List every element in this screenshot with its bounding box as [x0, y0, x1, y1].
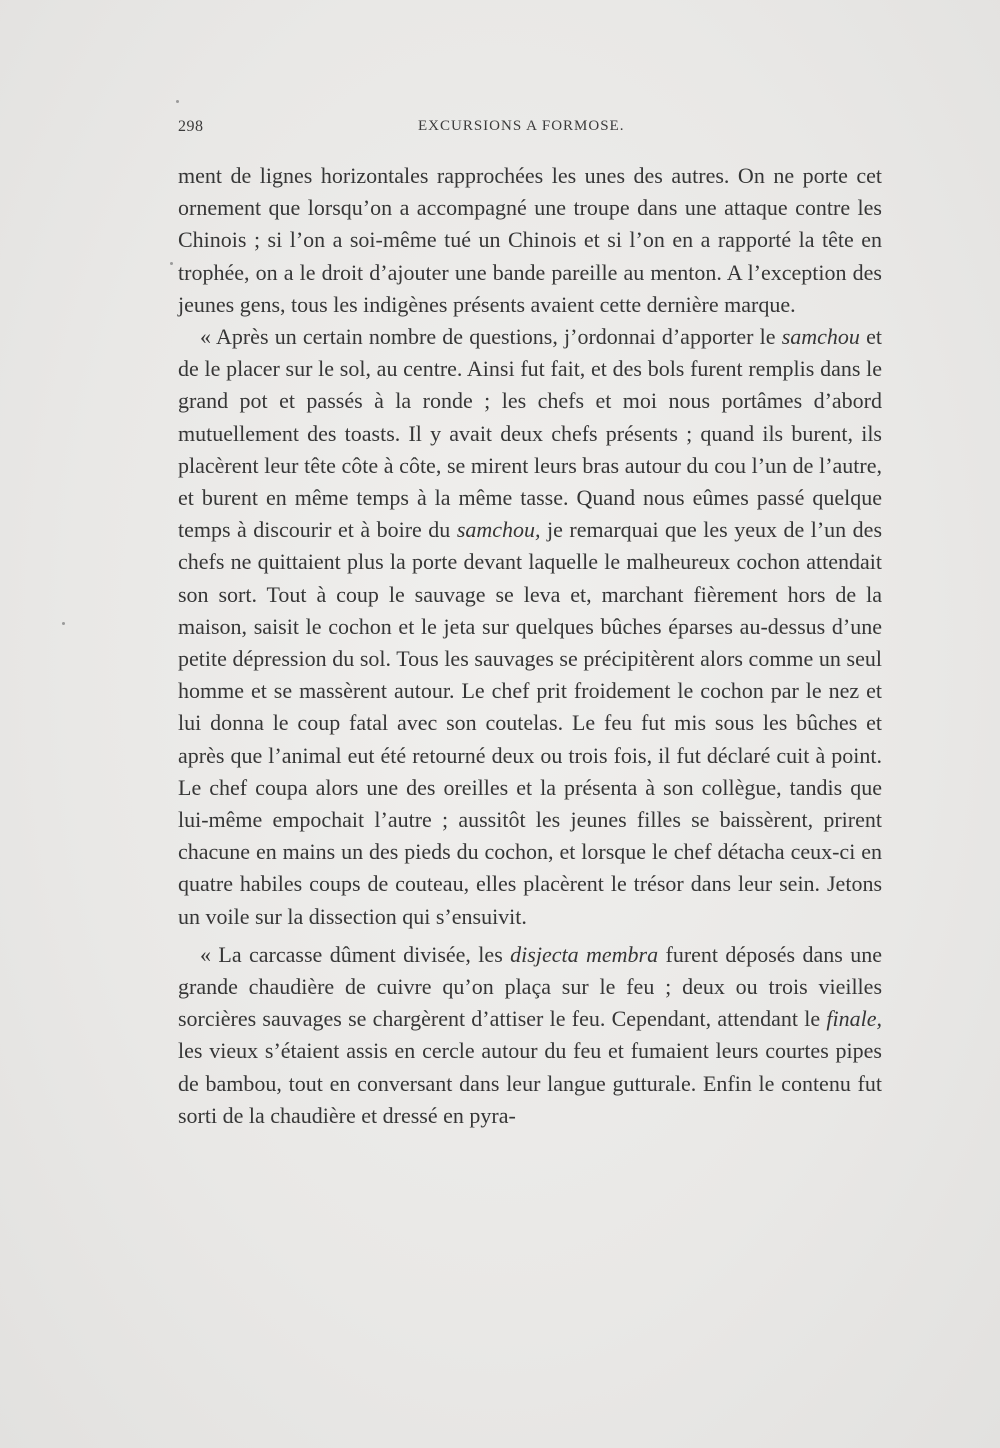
paragraph-1 [178, 160, 882, 321]
paragraph-2-text-a: « Après un certain nombre de questions, j’ordonnai d’apporter le [200, 324, 782, 350]
paragraph-3 [178, 939, 882, 1132]
paper-speck [170, 262, 173, 265]
finale-term: finale, [826, 1006, 882, 1032]
paragraph-1-text: ment de lignes horizontales rapprochées les unes des autres. On ne porte cet ornement que lorsqu’on a accompagné une troupe dans une attaque contre les Chinois ; si l’on a soi-même tué un Chinois et si l’on en a rapporté la tête en trophée, on a le droit d’ajouter une bande pareille au menton. A l’exception des jeunes gens, tous les indigènes présents avaient cette dernière marque. [178, 163, 882, 317]
paragraph-2 [178, 321, 882, 933]
paragraph-2-text-e: je remarquai que les yeux de l’un des chefs ne quittaient plus la porte devant laquelle le malheureux cochon attendait son sort. Tout à coup le sauvage se leva et, marchant fièrement hors de la maison, saisit le cochon et le jeta sur quelques bûches éparses au-dessus d’une petite dépression du sol. Tous les sauvages se précipitèrent alors comme un seul homme et se massèrent autour. Le chef prit froidement le cochon par le nez et lui donna le coup fatal avec son coutelas. Le feu fut mis sous les bûches et après que l’animal eut été retourné deux ou trois fois, il fut déclaré cuit à point. Le chef coupa alors une des oreilles et la présenta à son collègue, tandis que lui-même empochait l’autre ; aussitôt les jeunes filles se baissèrent, prirent chacune en mains un des pieds du cochon, et lorsque le chef détacha ceux-ci en quatre habiles coups de couteau, elles placèrent le trésor dans leur sein. Jetons un voile sur la dissection qui s’ensuivit. [178, 517, 883, 929]
paper-speck [176, 100, 179, 103]
running-title: EXCURSIONS A FORMOSE. [418, 118, 625, 134]
paragraph-3-text-e: les vieux s’étaient assis en cercle autour du feu et fumaient leurs courtes pipes de bambou, tout en conversant dans leur langue gutturale. Enfin le contenu fut sorti de la chaudière et dressé en pyra- [178, 1038, 882, 1128]
samchou-term-2: samchou, [456, 517, 541, 543]
paper-speck [62, 622, 65, 625]
body-text [178, 160, 882, 1132]
paragraph-3-text-a: « La carcasse dûment divisée, les [200, 941, 511, 967]
page-number: 298 [178, 118, 204, 135]
paragraph-2-text-c: et de le placer sur le sol, au centre. Ainsi fut fait, et des bols furent remplis dans le grand pot et passés à la ronde ; les chefs et moi nous portâmes d’abord mutuellement des toasts. Il y avait deux chefs présents ; quand ils burent, ils placèrent leur tête côte à côte, se mirent leurs bras autour du cou l’un de l’autre, et burent en même temps à la même tasse. Quand nous eûmes passé quelque temps à discourir et à boire du [178, 324, 882, 543]
disjecta-membra-term: disjecta membra [510, 941, 659, 967]
samchou-term: samchou [781, 324, 860, 350]
paragraph-3-text-c: furent déposés dans une grande chaudière de cuivre qu’on plaça sur le feu ; deux ou trois vieilles sorcières sauvages se chargèrent d’attiser le feu. Cependant, attendant le [178, 941, 882, 1032]
